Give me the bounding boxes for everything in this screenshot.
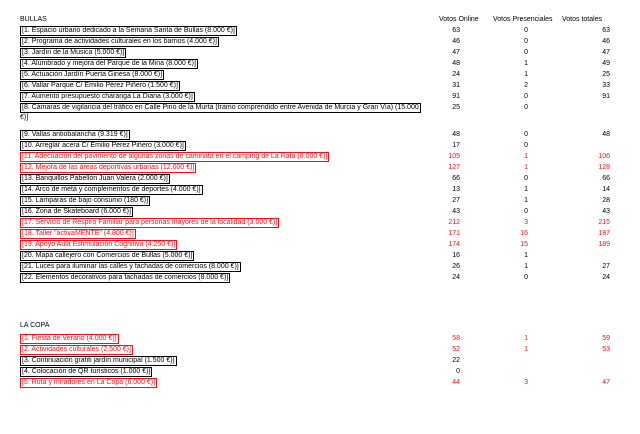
project-name xyxy=(20,239,177,250)
in-person-votes: 0 xyxy=(524,208,528,215)
section-title: BULLAS xyxy=(20,16,47,23)
in-person-votes: 1 xyxy=(524,335,528,342)
header-total-votes: Votos totales xyxy=(562,16,603,23)
project-name xyxy=(20,140,186,151)
table-row xyxy=(0,206,640,217)
table-row xyxy=(0,344,640,355)
project-name xyxy=(20,377,157,388)
total-votes: 46 xyxy=(602,38,610,45)
section-title: LA COPA xyxy=(20,322,50,329)
online-votes: 44 xyxy=(452,379,460,386)
project-name-text: [22. Elementos decorativos para fachadas de comercios (8.000 €)] xyxy=(22,274,229,281)
total-votes: 28 xyxy=(602,197,610,204)
online-votes: 52 xyxy=(452,346,460,353)
project-name-text: [16. Zona de Skateboard (6.000 €)] xyxy=(22,208,131,215)
table-row xyxy=(0,333,640,344)
project-name-text: [4. Colocación de QR turísticos (1.000 €)] xyxy=(22,368,151,375)
total-votes: 66 xyxy=(602,175,610,182)
in-person-votes: 0 xyxy=(524,131,528,138)
project-name-text: [14. Arco de meta y complementos de deportes (4.000 €)] xyxy=(22,186,201,193)
project-name-text: [11. Adecuación del pavimento de algunas zonas de caminata en el camping de La Rafa (8.000 €)] xyxy=(22,153,328,160)
in-person-votes: 1 xyxy=(524,346,528,353)
in-person-votes: 1 xyxy=(524,60,528,67)
online-votes: 26 xyxy=(452,263,460,270)
project-name-text: [18. Taller "activaMENTE" (4.800 €)] xyxy=(22,230,134,237)
project-name xyxy=(20,25,237,36)
total-votes: 49 xyxy=(602,60,610,67)
project-name xyxy=(20,151,329,162)
project-name-text: [5. Actuación Jardín Puerta Ginesa (8.000 €)] xyxy=(22,71,163,78)
online-votes: 46 xyxy=(452,38,460,45)
online-votes: 212 xyxy=(448,219,460,226)
table-row xyxy=(0,250,640,261)
project-name-text: [15. Lámparas de bajo consumo (180 €)] xyxy=(22,197,149,204)
project-name-text: [12. Mejora de las áreas deportivas urbanas (12.000 €)] xyxy=(22,164,195,171)
table-row xyxy=(0,272,640,283)
online-votes: 27 xyxy=(452,197,460,204)
table-row xyxy=(0,184,640,195)
online-votes: 43 xyxy=(452,208,460,215)
project-name-text: [1. Fiesta de Verano (4.000 €)] xyxy=(22,335,117,342)
table-row xyxy=(0,102,640,121)
total-votes: 14 xyxy=(602,186,610,193)
total-votes: 47 xyxy=(602,379,610,386)
online-votes: 58 xyxy=(452,335,460,342)
project-name-text: [7. Aumento presupuesto charanga La Diana (3.000 €)] xyxy=(22,93,193,100)
project-name-text: [19. Apoyo Aula Estimulación Cognitiva (4.250 €)] xyxy=(22,241,176,248)
in-person-votes: 0 xyxy=(524,38,528,45)
table-row xyxy=(0,25,640,36)
project-name xyxy=(20,91,195,102)
online-votes: 0 xyxy=(456,368,460,375)
in-person-votes: 1 xyxy=(524,186,528,193)
project-name-text: [13. Banquillos Pabellón Juan Valera (2.000 €)] xyxy=(22,175,168,182)
project-name-text: [10. Arreglar acera C/ Emilio Pérez Piñero (3.000 €)] xyxy=(22,142,184,149)
online-votes: 48 xyxy=(452,60,460,67)
project-name xyxy=(20,366,152,377)
in-person-votes: 0 xyxy=(524,274,528,281)
online-votes: 48 xyxy=(452,131,460,138)
project-name xyxy=(20,173,170,184)
in-person-votes: 1 xyxy=(524,71,528,78)
in-person-votes: 0 xyxy=(524,93,528,100)
online-votes: 31 xyxy=(452,82,460,89)
table-row xyxy=(0,91,640,102)
in-person-votes: 1 xyxy=(524,197,528,204)
project-name xyxy=(20,102,421,113)
project-name xyxy=(20,129,130,140)
online-votes: 127 xyxy=(448,164,460,171)
table-row xyxy=(0,239,640,250)
table-row xyxy=(0,195,640,206)
project-name-text: [9. Vallas antiobalancha (9.319 €)] xyxy=(22,131,128,138)
table-row xyxy=(0,36,640,47)
in-person-votes: 1 xyxy=(524,153,528,160)
in-person-votes: 1 xyxy=(524,252,528,259)
table-row xyxy=(0,129,640,140)
online-votes: 13 xyxy=(452,186,460,193)
in-person-votes: 0 xyxy=(524,175,528,182)
project-name xyxy=(20,80,180,91)
online-votes: 66 xyxy=(452,175,460,182)
online-votes: 24 xyxy=(452,274,460,281)
online-votes: 25 xyxy=(452,104,460,111)
total-votes: 27 xyxy=(602,263,610,270)
total-votes: 128 xyxy=(598,164,610,171)
total-votes: 53 xyxy=(602,346,610,353)
project-name-text: [2. Actividades culturales (2.500 €)] xyxy=(22,346,131,353)
online-votes: 91 xyxy=(452,93,460,100)
project-name-text: [20. Mapa callejero con Comercios de Bullas (5.000 €)] xyxy=(22,252,193,259)
online-votes: 105 xyxy=(448,153,460,160)
total-votes: 33 xyxy=(602,82,610,89)
project-name-text: [2. Programa de actividades culturales en los barrios (4.000 €)] xyxy=(22,38,217,45)
in-person-votes: 1 xyxy=(524,263,528,270)
table-row xyxy=(0,377,640,388)
project-name-continued: €)] xyxy=(20,114,29,121)
online-votes: 17 xyxy=(452,142,460,149)
in-person-votes: 0 xyxy=(524,49,528,56)
header-online-votes: Votos Online xyxy=(439,16,479,23)
in-person-votes: 0 xyxy=(524,27,528,34)
project-name-text: [17. Servicio de Respiro Familiar para personas mayores de la localidad (3.000 €)] xyxy=(22,219,278,226)
total-votes: 187 xyxy=(598,230,610,237)
online-votes: 22 xyxy=(452,357,460,364)
table-row xyxy=(0,355,640,366)
table-row xyxy=(0,261,640,272)
total-votes: 43 xyxy=(602,208,610,215)
in-person-votes: 15 xyxy=(520,241,528,248)
project-name-text: [3. Jardín de la Música (5.000 €)] xyxy=(22,49,125,56)
table-row xyxy=(0,366,640,377)
table-row xyxy=(0,228,640,239)
table-row xyxy=(0,58,640,69)
project-name xyxy=(20,355,177,366)
table-row xyxy=(0,151,640,162)
total-votes: 91 xyxy=(602,93,610,100)
project-name xyxy=(20,69,164,80)
project-name-text: [4. Alumbrado y mejora del Parque de la Mina (8.000 €)] xyxy=(22,60,196,67)
project-name xyxy=(20,195,150,206)
table-row xyxy=(0,162,640,173)
table-row xyxy=(0,69,640,80)
total-votes: 189 xyxy=(598,241,610,248)
project-name-text: [3. Continuación grafiti jardín municipal (1.500 €)] xyxy=(22,357,175,364)
in-person-votes: 0 xyxy=(524,142,528,149)
project-name xyxy=(20,184,203,195)
project-name-text: [21. Luces para iluminar las calles y fachadas de comercios (8.000 €)] xyxy=(22,263,239,270)
project-name xyxy=(20,333,119,344)
project-name xyxy=(20,228,136,239)
header-in-person-votes: Votos Presenciales xyxy=(493,16,553,23)
project-name xyxy=(20,206,133,217)
project-name xyxy=(20,261,241,272)
online-votes: 174 xyxy=(448,241,460,248)
online-votes: 47 xyxy=(452,49,460,56)
table-row xyxy=(0,47,640,58)
table-row xyxy=(0,173,640,184)
in-person-votes: 0 xyxy=(524,104,528,111)
in-person-votes: 1 xyxy=(524,164,528,171)
project-name xyxy=(20,344,133,355)
project-name-text: [6. Vallar Parque C/ Emilio Pérez Piñero (1.500 €)] xyxy=(22,82,178,89)
project-name-text: [8. Cámaras de vigilancia del tráfico en Calle Pino de la Murta (tramo comprendido entre Avenida de Murcia y Gran Vía) (15.000 xyxy=(22,104,419,111)
total-votes: 24 xyxy=(602,274,610,281)
project-name xyxy=(20,162,196,173)
online-votes: 16 xyxy=(452,252,460,259)
total-votes: 59 xyxy=(602,335,610,342)
project-name-text: [1. Espacio urbano dedicado a la Semana Santa de Bullas (8.000 €)] xyxy=(22,27,235,34)
total-votes: 63 xyxy=(602,27,610,34)
table-row xyxy=(0,140,640,151)
project-name xyxy=(20,36,219,47)
online-votes: 63 xyxy=(452,27,460,34)
total-votes: 25 xyxy=(602,71,610,78)
project-name xyxy=(20,47,126,58)
online-votes: 171 xyxy=(448,230,460,237)
project-name-text: [5. Ruta y miradores en La Copa (6.000 €)] xyxy=(22,379,156,386)
total-votes: 47 xyxy=(602,49,610,56)
project-name xyxy=(20,58,198,69)
project-name xyxy=(20,217,279,228)
online-votes: 24 xyxy=(452,71,460,78)
table-row xyxy=(0,217,640,228)
total-votes: 106 xyxy=(598,153,610,160)
total-votes: 215 xyxy=(598,219,610,226)
project-name xyxy=(20,250,194,261)
in-person-votes: 2 xyxy=(524,82,528,89)
project-name xyxy=(20,272,230,283)
in-person-votes: 16 xyxy=(520,230,528,237)
total-votes: 48 xyxy=(602,131,610,138)
in-person-votes: 3 xyxy=(524,379,528,386)
table-row xyxy=(0,80,640,91)
in-person-votes: 3 xyxy=(524,219,528,226)
